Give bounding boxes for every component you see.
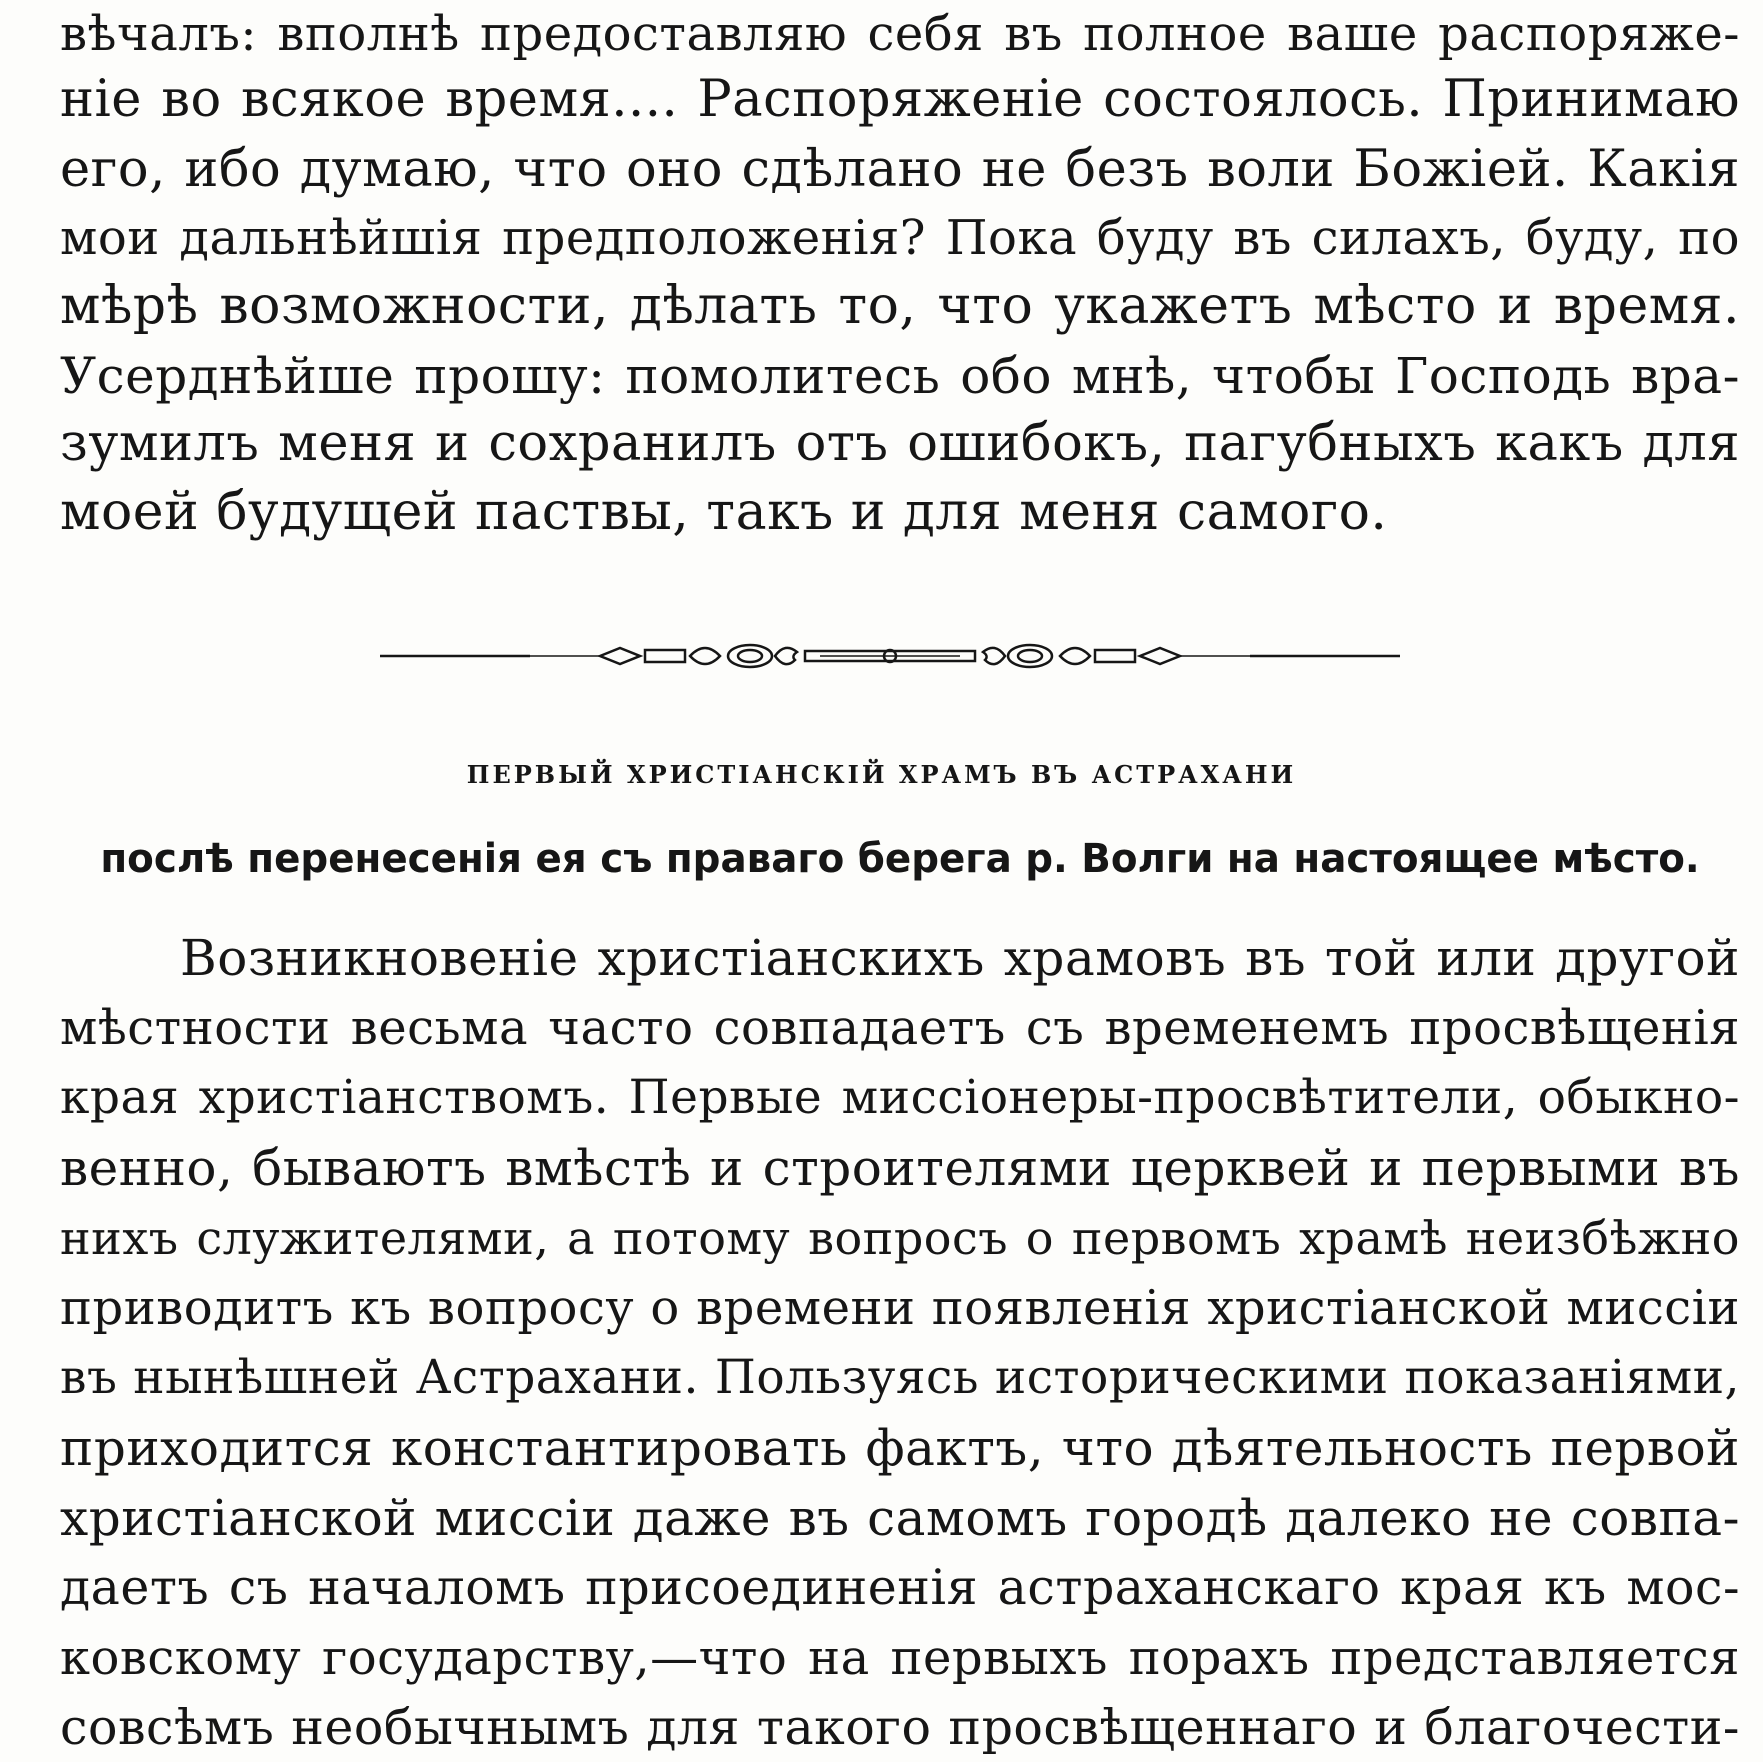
article-line: края христiанствомъ. Первые миссiонеры-просвѣтители, обыкно-	[60, 1070, 1740, 1125]
top-paragraph-line: моей будущей паствы, такъ и для меня самого.	[60, 482, 1388, 542]
top-paragraph-line: Усерднѣйше прошу: помолитесь обо мнѣ, чтобы Господь вра-	[60, 347, 1740, 405]
article-line: приводитъ къ вопросу о времени появленiя христiанской миссiи	[60, 1280, 1740, 1336]
article-subtitle: послѣ перенесенiя ея съ праваго берега р. Волги на настоящее мѣсто.	[100, 836, 1700, 882]
ornamental-divider	[380, 636, 1400, 676]
article-line: венно, бываютъ вмѣстѣ и строителями церквей и первыми въ	[60, 1139, 1740, 1197]
article-line: мѣстности весьма часто совпадаетъ съ временемъ просвѣщенiя	[60, 1000, 1740, 1056]
article-line: даетъ съ началомъ присоединенiя астраханскаго края къ мос-	[60, 1559, 1740, 1616]
article-line: совсѣмъ необычнымъ для такого просвѣщеннаго и благочести-	[60, 1699, 1740, 1756]
article-line: ковскому государству,—что на первыхъ порахъ представляется	[60, 1630, 1740, 1686]
top-paragraph-line: мѣрѣ возможности, дѣлать то, что укажетъ мѣсто и время.	[60, 276, 1740, 336]
article-title: ПЕРВЫЙ ХРИСТIАНСКIЙ ХРАМЪ ВЪ АСТРАХАНИ	[466, 760, 1297, 789]
article-line: христiанской миссiи даже въ самомъ городѣ далеко не совпа-	[60, 1489, 1740, 1547]
top-paragraph-line: его, ибо думаю, что оно сдѣлано не безъ воли Божiей. Какiя	[60, 140, 1740, 199]
top-paragraph-line: мои дальнѣйшiя предположенiя? Пока буду въ силахъ, буду, по	[60, 210, 1740, 266]
top-paragraph-line: нiе во всякое время.... Распоряженiе состоялось. Принимаю	[60, 70, 1740, 129]
article-line: Возникновенiе христiанскихъ храмовъ въ той или другой	[180, 929, 1740, 987]
article-line: въ нынѣшней Астрахани. Пользуясь историческими показанiями,	[60, 1350, 1740, 1405]
article-line: нихъ служителями, а потому вопросъ о первомъ храмѣ неизбѣжно	[60, 1211, 1740, 1265]
article-line: приходится константировать фактъ, что дѣятельность первой	[60, 1419, 1740, 1477]
top-paragraph-line: вѣчалъ: вполнѣ предоставляю себя въ полное ваше распоряже-	[60, 6, 1740, 62]
top-paragraph-line: зумилъ меня и сохранилъ отъ ошибокъ, пагубныхъ какъ для	[60, 414, 1740, 473]
